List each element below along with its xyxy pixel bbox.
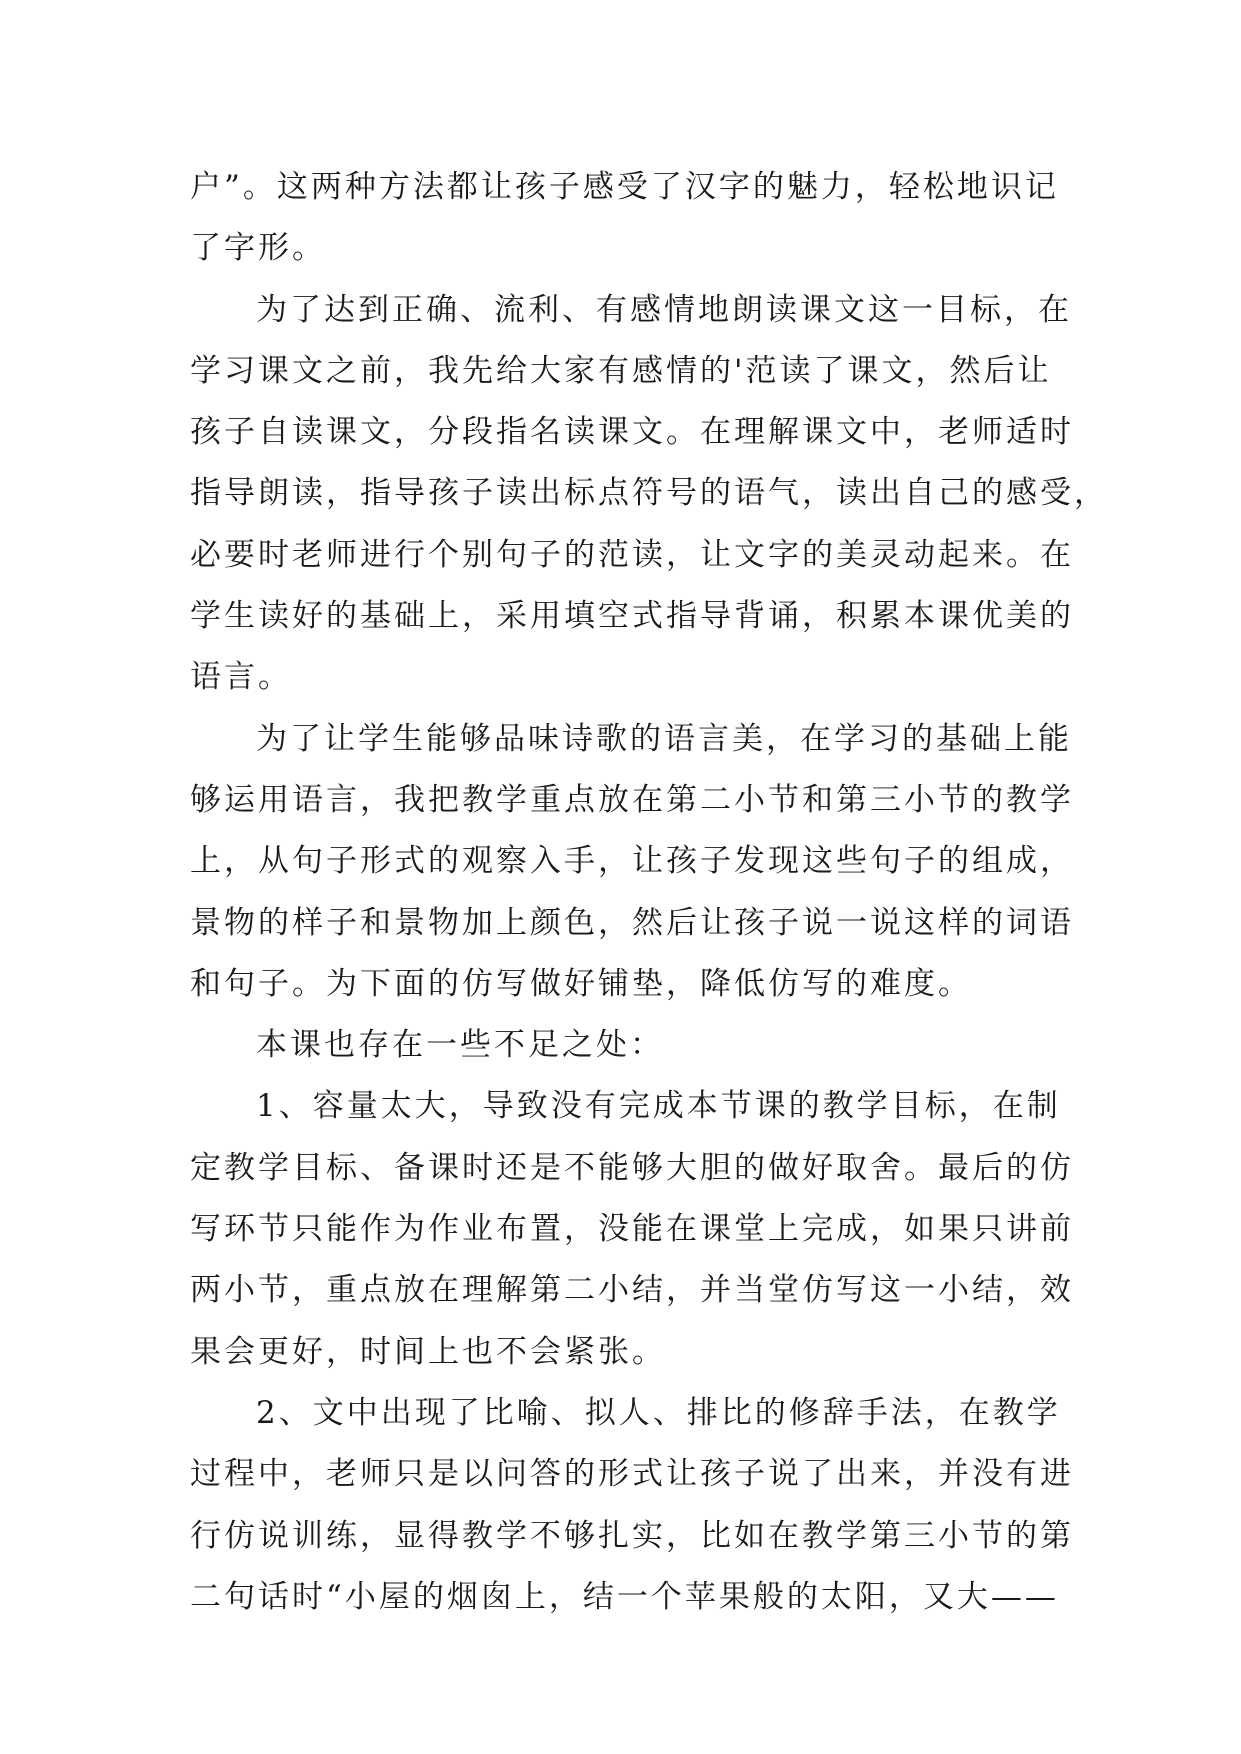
text-line: 学生读好的基础上，采用填空式指导背诵，积累本课优美的 (190, 598, 1074, 635)
paragraph-first-line: 为了让学生能够品味诗歌的语言美，在学习的基础上能 (256, 720, 1072, 757)
text-line: 果会更好，时间上也不会紧张。 (190, 1333, 666, 1370)
text-line: 够运用语言，我把教学重点放在第二小节和第三小节的教学 (190, 781, 1074, 818)
paragraph-first-line: 2、文中出现了比喻、拟人、排比的修辞手法，在教学 (256, 1394, 1061, 1431)
paragraph-first-line: 本课也存在一些不足之处： (256, 1027, 664, 1064)
text-line: 和句子。为下面的仿写做好铺垫，降低仿写的难度。 (190, 965, 972, 1002)
text-line: 上，从句子形式的观察入手，让孩子发现这些句子的组成， (190, 843, 1074, 880)
text-line: 景物的样子和景物加上颜色，然后让孩子说一说这样的词语 (190, 904, 1074, 941)
text-line: 必要时老师进行个别句子的范读，让文字的美灵动起来。在 (190, 536, 1074, 573)
text-line: 行仿说训练，显得教学不够扎实，比如在教学第三小节的第 (190, 1517, 1074, 1554)
text-line: 语言。 (190, 659, 292, 696)
text-line: 户”。这两种方法都让孩子感受了汉字的魅力，轻松地识记 (190, 169, 1059, 205)
paragraph-first-line: 为了达到正确、流利、有感情地朗读课文这一目标，在 (256, 291, 1072, 328)
document-body (190, 157, 1108, 1628)
text-line: 二句话时“小屋的烟囱上，结一个苹果般的太阳，又大—— (190, 1578, 1059, 1615)
text-line: 定教学目标、备课时还是不能够大胆的做好取舍。最后的仿 (190, 1149, 1074, 1186)
text-line: 学习课文之前，我先给大家有感情的'范读了课文，然后让 (190, 352, 1052, 389)
text-line: 指导朗读，指导孩子读出标点符号的语气，读出自己的感受， (190, 475, 1108, 512)
text-line: 了字形。 (190, 230, 326, 267)
text-line: 写环节只能作为作业布置，没能在课堂上完成，如果只讲前 (190, 1211, 1074, 1248)
text-line: 两小节，重点放在理解第二小结，并当堂仿写这一小结，效 (190, 1272, 1074, 1309)
text-line: 过程中，老师只是以问答的形式让孩子说了出来，并没有进 (190, 1456, 1074, 1493)
text-line: 孩子自读课文，分段指名读课文。在理解课文中，老师适时 (190, 414, 1074, 451)
paragraph-first-line: 1、容量太大，导致没有完成本节课的教学目标，在制 (256, 1088, 1061, 1125)
